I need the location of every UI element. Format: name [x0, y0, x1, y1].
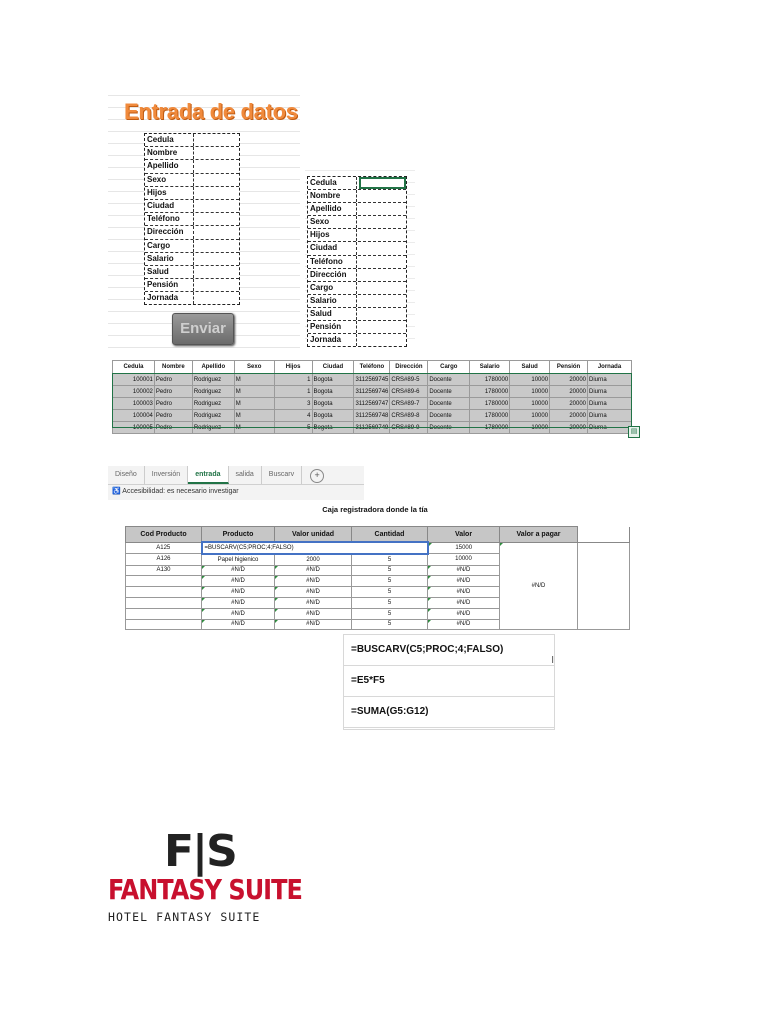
table-cell[interactable]: 100001 — [113, 374, 155, 386]
second-form-fields — [307, 176, 407, 347]
field-label: Apellido — [308, 203, 357, 215]
table-cell[interactable]: Pedro — [154, 386, 192, 398]
form-row — [308, 334, 406, 346]
table-cell[interactable]: 100004 — [113, 410, 155, 422]
table-cell[interactable]: 20000 — [550, 410, 588, 422]
table-cell[interactable]: Bogota — [312, 410, 354, 422]
field-label: Teléfono — [145, 213, 194, 225]
field-value[interactable] — [194, 200, 239, 212]
add-sheet-icon[interactable]: + — [310, 469, 324, 483]
table-cell[interactable]: 1 — [274, 386, 312, 398]
column-header: Valor — [428, 527, 500, 543]
table-cell[interactable]: 5 — [352, 608, 428, 619]
field-value[interactable] — [357, 242, 406, 254]
hotel-logo — [108, 824, 302, 934]
field-value[interactable] — [194, 160, 239, 172]
form-row — [308, 321, 406, 334]
field-value[interactable] — [357, 216, 406, 228]
table-cell[interactable]: Docente — [428, 422, 470, 434]
total-to-pay-cell[interactable]: #N/D — [500, 542, 578, 630]
field-label: Nombre — [308, 190, 357, 202]
field-label: Salud — [145, 266, 194, 278]
table-cell[interactable]: 5 — [352, 565, 428, 576]
table-cell[interactable]: #N/D — [275, 565, 352, 576]
table-cell[interactable]: 5 — [352, 554, 428, 565]
table-cell[interactable]: A125 — [126, 542, 202, 554]
sheet-tab-entrada[interactable]: entrada — [188, 466, 228, 484]
records-sheet — [112, 360, 638, 444]
table-cell[interactable]: 3112569745 — [354, 374, 390, 386]
table-cell[interactable]: Diurna — [588, 374, 632, 386]
table-cell[interactable]: 20000 — [550, 398, 588, 410]
form-row — [308, 203, 406, 216]
logo-subtitle: HOTEL FANTASY SUITE — [108, 910, 261, 924]
table-cell[interactable]: Bogota — [312, 398, 354, 410]
table-cell[interactable]: #N/D — [428, 587, 500, 598]
table-cell[interactable]: Rodriguez — [192, 386, 234, 398]
entry-form-fields — [144, 133, 240, 305]
sheet-tab-buscarv[interactable]: Buscarv — [262, 466, 302, 484]
table-cell[interactable]: 10000 — [510, 386, 550, 398]
table-cell[interactable]: =BUSCARV(C5;PROC;4;FALSO) — [202, 542, 428, 554]
table-cell[interactable] — [126, 597, 202, 608]
field-label: Salario — [145, 253, 194, 265]
table-cell[interactable]: #N/D — [428, 565, 500, 576]
table-cell[interactable]: 5 — [274, 422, 312, 434]
table-cell[interactable]: Docente — [428, 410, 470, 422]
formula-sum: =SUMA(G5:G12) — [344, 697, 554, 728]
table-cell[interactable]: 100005 — [113, 422, 155, 434]
table-cell[interactable]: 5 — [352, 576, 428, 587]
sheet-tabs — [108, 466, 364, 485]
field-value[interactable] — [194, 253, 239, 265]
table-cell[interactable]: M — [234, 386, 274, 398]
field-value[interactable] — [194, 134, 239, 146]
field-label: Jornada — [145, 292, 194, 304]
field-label: Pensión — [308, 321, 357, 333]
form-row — [145, 226, 239, 239]
table-cell[interactable]: Docente — [428, 398, 470, 410]
table-cell[interactable]: Docente — [428, 374, 470, 386]
table-cell[interactable]: 10000 — [510, 422, 550, 434]
column-header: Nombre — [154, 361, 192, 374]
field-value[interactable] — [194, 226, 239, 238]
table-cell[interactable]: Bogota — [312, 422, 354, 434]
table-cell[interactable]: 5 — [352, 597, 428, 608]
field-value[interactable] — [194, 187, 239, 199]
register-title: Caja registradora donde la tía — [322, 505, 428, 514]
field-label: Cedula — [308, 177, 357, 189]
column-header: Producto — [202, 527, 275, 543]
field-value[interactable] — [357, 203, 406, 215]
form-row — [308, 177, 406, 190]
formula-box — [343, 634, 555, 730]
field-value[interactable] — [194, 266, 239, 278]
table-cell[interactable]: #N/D — [202, 619, 275, 630]
table-cell[interactable]: #N/D — [275, 576, 352, 587]
blank-cell — [578, 542, 630, 630]
field-label: Salario — [308, 295, 357, 307]
table-cell[interactable]: 1 — [274, 374, 312, 386]
table-cell[interactable]: A126 — [126, 554, 202, 565]
table-row — [113, 422, 632, 434]
table-cell[interactable]: #N/D — [275, 587, 352, 598]
table-cell[interactable]: 3112569748 — [354, 410, 390, 422]
table-cell[interactable] — [126, 619, 202, 630]
form-row — [145, 213, 239, 226]
table-cell[interactable]: #N/D — [275, 608, 352, 619]
field-label: Ciudad — [145, 200, 194, 212]
accessibility-icon: ♿ — [112, 488, 121, 495]
form-row — [308, 229, 406, 242]
table-cell[interactable]: 1780000 — [470, 374, 510, 386]
field-value[interactable] — [357, 256, 406, 268]
form-row — [308, 190, 406, 203]
table-cell[interactable]: 20000 — [550, 422, 588, 434]
table-cell[interactable]: #N/D — [428, 619, 500, 630]
table-cell[interactable]: M — [234, 410, 274, 422]
table-cell[interactable]: M — [234, 422, 274, 434]
table-cell[interactable]: 4 — [274, 410, 312, 422]
table-cell[interactable]: Diurna — [588, 422, 632, 434]
table-cell[interactable]: #N/D — [202, 565, 275, 576]
table-cell[interactable]: Rodriguez — [192, 374, 234, 386]
table-cell[interactable]: Pedro — [154, 398, 192, 410]
table-cell[interactable]: 3 — [274, 398, 312, 410]
field-label: Apellido — [145, 160, 194, 172]
table-cell[interactable]: 10000 — [510, 410, 550, 422]
table-cell[interactable]: Rodriguez — [192, 410, 234, 422]
field-value[interactable] — [359, 177, 406, 189]
field-value[interactable] — [194, 174, 239, 186]
field-value[interactable] — [357, 295, 406, 307]
field-label: Sexo — [145, 174, 194, 186]
table-cell[interactable]: #N/D — [202, 608, 275, 619]
enviar-button[interactable]: Enviar — [172, 313, 234, 345]
table-cell[interactable]: 15000 — [428, 542, 500, 554]
table-cell[interactable]: Diurna — [588, 386, 632, 398]
field-value[interactable] — [357, 229, 406, 241]
field-label: Nombre — [145, 147, 194, 159]
table-cell[interactable]: 3112569747 — [354, 398, 390, 410]
field-value[interactable] — [194, 213, 239, 225]
column-header: Valor unidad — [275, 527, 352, 543]
field-value[interactable] — [357, 321, 406, 333]
table-cell[interactable]: #N/D — [428, 608, 500, 619]
form-row — [145, 174, 239, 187]
form-row — [308, 269, 406, 282]
table-cell[interactable]: CRS#89-6 — [390, 386, 428, 398]
column-header: Sexo — [234, 361, 274, 374]
table-cell[interactable]: 10000 — [510, 374, 550, 386]
column-header: Ciudad — [312, 361, 354, 374]
table-cell[interactable]: 20000 — [550, 374, 588, 386]
table-cell[interactable]: Pedro — [154, 422, 192, 434]
table-cell[interactable]: Rodriguez — [192, 422, 234, 434]
form-row — [145, 240, 239, 253]
field-value[interactable] — [194, 147, 239, 159]
table-cell[interactable]: 1780000 — [470, 386, 510, 398]
table-cell[interactable]: 3112569749 — [354, 422, 390, 434]
formula-product: =E5*F5 — [344, 666, 554, 697]
field-label: Hijos — [145, 187, 194, 199]
column-header: Cargo — [428, 361, 470, 374]
form-row — [308, 216, 406, 229]
field-value[interactable] — [194, 292, 239, 304]
table-cell[interactable]: 10000 — [428, 554, 500, 565]
field-value[interactable] — [194, 279, 239, 291]
field-value[interactable] — [357, 334, 406, 346]
field-label: Ciudad — [308, 242, 357, 254]
form-row — [145, 160, 239, 173]
table-cell[interactable]: 100003 — [113, 398, 155, 410]
field-value[interactable] — [357, 282, 406, 294]
text-cursor-icon: I — [551, 655, 554, 666]
paste-options-icon[interactable]: ▤ — [628, 426, 640, 438]
field-label: Cargo — [308, 282, 357, 294]
table-cell[interactable]: 5 — [352, 619, 428, 630]
field-label: Dirección — [308, 269, 357, 281]
table-cell[interactable]: Docente — [428, 386, 470, 398]
table-row — [113, 374, 632, 386]
form-row — [308, 256, 406, 269]
table-cell[interactable]: Pedro — [154, 410, 192, 422]
field-label: Hijos — [308, 229, 357, 241]
table-cell[interactable]: CRS#89-5 — [390, 374, 428, 386]
column-header: Valor a pagar — [500, 527, 578, 543]
table-cell[interactable]: Pedro — [154, 374, 192, 386]
accessibility-status[interactable] — [108, 485, 364, 499]
table-cell[interactable] — [126, 608, 202, 619]
table-cell[interactable]: Bogota — [312, 374, 354, 386]
table-cell[interactable]: #N/D — [428, 576, 500, 587]
field-value[interactable] — [357, 269, 406, 281]
table-cell[interactable]: 5 — [352, 587, 428, 598]
column-header: Cantidad — [352, 527, 428, 543]
form-row — [145, 134, 239, 147]
field-label: Salud — [308, 308, 357, 320]
form-row — [145, 147, 239, 160]
column-header-blank — [578, 527, 630, 543]
table-cell[interactable]: Diurna — [588, 398, 632, 410]
table-cell[interactable]: M — [234, 398, 274, 410]
field-label: Teléfono — [308, 256, 357, 268]
table-cell[interactable]: 20000 — [550, 386, 588, 398]
logo-brand: FANTASY SUITE — [108, 873, 302, 907]
cash-register-sheet — [125, 526, 630, 630]
sheet-tab-inversión[interactable]: Inversión — [145, 466, 188, 484]
form-row — [145, 187, 239, 200]
table-cell[interactable]: #N/D — [202, 576, 275, 587]
column-header: Jornada — [588, 361, 632, 374]
form-row — [145, 253, 239, 266]
form-row — [145, 266, 239, 279]
table-cell[interactable]: 1780000 — [470, 398, 510, 410]
sheet-tab-salida[interactable]: salida — [229, 466, 262, 484]
table-cell[interactable] — [126, 587, 202, 598]
accessibility-text: Accesibilidad: es necesario investigar — [122, 488, 239, 495]
records-table — [112, 360, 632, 434]
column-header: Pensión — [550, 361, 588, 374]
table-cell[interactable]: #N/D — [428, 597, 500, 608]
table-row — [113, 386, 632, 398]
field-label: Jornada — [308, 334, 357, 346]
table-cell[interactable]: CRS#89-8 — [390, 410, 428, 422]
table-row — [113, 410, 632, 422]
table-cell[interactable]: 1780000 — [470, 422, 510, 434]
table-cell[interactable]: CRS#89-9 — [390, 422, 428, 434]
logo-monogram: F|S — [164, 826, 236, 877]
table-cell[interactable]: CRS#89-7 — [390, 398, 428, 410]
column-header: Teléfono — [354, 361, 390, 374]
column-header: Cod Producto — [126, 527, 202, 543]
formula-buscarv: =BUSCARV(C5;PROC;4;FALSO) — [344, 635, 554, 666]
table-cell[interactable] — [126, 576, 202, 587]
table-cell[interactable]: 100002 — [113, 386, 155, 398]
cash-register-table — [125, 526, 630, 630]
table-cell[interactable]: A130 — [126, 565, 202, 576]
table-row — [113, 398, 632, 410]
table-cell[interactable]: 3112569746 — [354, 386, 390, 398]
form-row — [308, 282, 406, 295]
table-row — [126, 542, 630, 554]
column-header: Salud — [510, 361, 550, 374]
form-row — [308, 295, 406, 308]
form-row — [145, 200, 239, 213]
table-cell[interactable]: #N/D — [275, 619, 352, 630]
table-cell[interactable]: Papel higienico — [202, 554, 275, 565]
field-label: Dirección — [145, 226, 194, 238]
form-row — [308, 242, 406, 255]
table-cell[interactable]: #N/D — [202, 597, 275, 608]
column-header: Apellido — [192, 361, 234, 374]
field-value[interactable] — [357, 308, 406, 320]
field-label: Cargo — [145, 240, 194, 252]
table-cell[interactable]: 1780000 — [470, 410, 510, 422]
sheet-tab-diseño[interactable]: Diseño — [108, 466, 145, 484]
column-header: Dirección — [390, 361, 428, 374]
table-cell[interactable]: #N/D — [202, 587, 275, 598]
table-cell[interactable]: 10000 — [510, 398, 550, 410]
field-label: Pensión — [145, 279, 194, 291]
table-cell[interactable]: 2000 — [275, 554, 352, 565]
form-row — [145, 292, 239, 304]
field-label: Sexo — [308, 216, 357, 228]
form-row — [145, 279, 239, 292]
column-header: Salario — [470, 361, 510, 374]
table-cell[interactable]: Rodriguez — [192, 398, 234, 410]
field-label: Cedula — [145, 134, 194, 146]
table-cell[interactable]: #N/D — [275, 597, 352, 608]
table-cell[interactable]: M — [234, 374, 274, 386]
table-cell[interactable]: Diurna — [588, 410, 632, 422]
field-value[interactable] — [357, 190, 406, 202]
sheet-tab-bar — [108, 466, 364, 500]
column-header: Cedula — [113, 361, 155, 374]
field-value[interactable] — [194, 240, 239, 252]
second-form-screenshot — [305, 170, 415, 345]
form-row — [308, 308, 406, 321]
column-header: Hijos — [274, 361, 312, 374]
entry-form-title: Entrada de datos — [124, 99, 298, 124]
entry-form-screenshot — [108, 95, 300, 353]
table-cell[interactable]: Bogota — [312, 386, 354, 398]
